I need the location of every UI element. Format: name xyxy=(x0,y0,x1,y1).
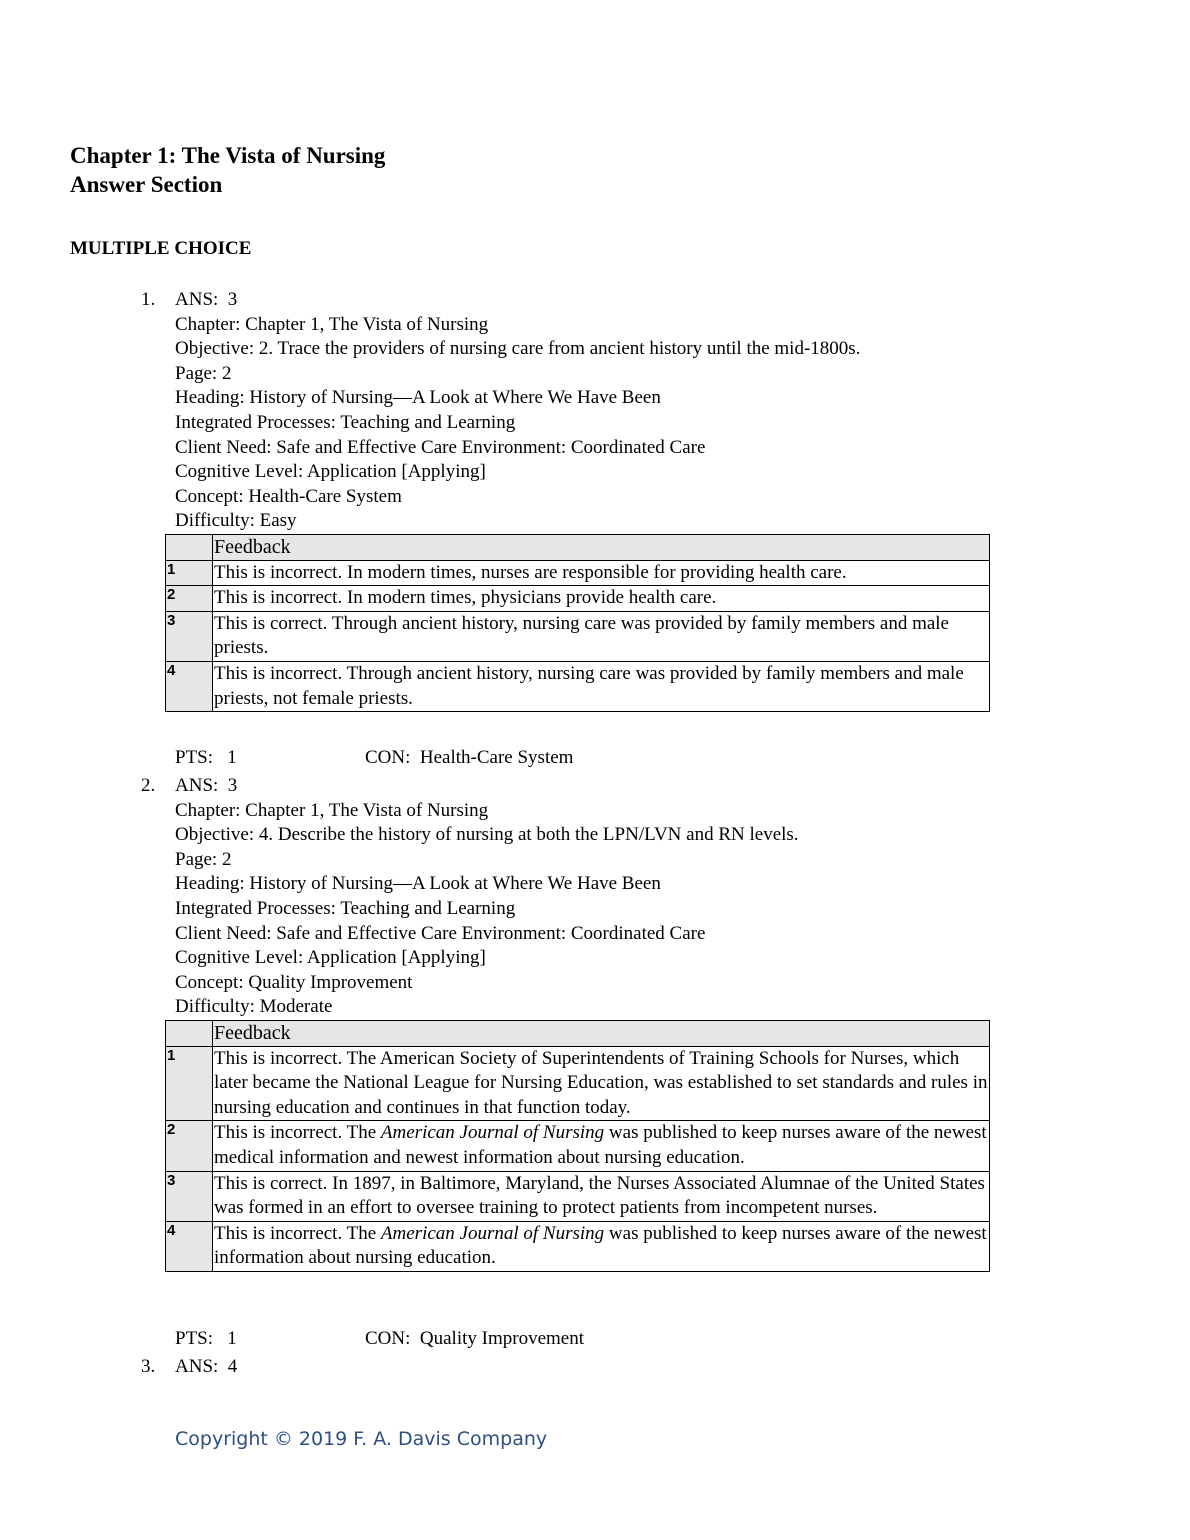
concept-line: Concept: Quality Improvement xyxy=(175,971,413,993)
option-index: 2 xyxy=(166,586,213,612)
con-label: CON: xyxy=(365,747,411,768)
chapter-line: Chapter: Chapter 1, The Vista of Nursing xyxy=(175,799,489,821)
table-row xyxy=(166,1221,990,1271)
pts-value: 1 xyxy=(227,1328,237,1349)
table-row xyxy=(166,1171,990,1221)
pts-line-2 xyxy=(175,1328,585,1350)
journal-title: American Journal of Nursing xyxy=(380,1122,605,1144)
con-block xyxy=(365,747,573,769)
page-line: Page: 2 xyxy=(175,848,232,870)
client-need-line: Client Need: Safe and Effective Care Environment: Coordinated Care xyxy=(175,922,706,944)
table-row xyxy=(166,1121,990,1171)
option-feedback: This is incorrect. Through ancient history, nursing care was provided by family members and male priests, not female priests. xyxy=(213,661,990,711)
feedback-header-row xyxy=(166,1021,990,1047)
client-need-line: Client Need: Safe and Effective Care Environment: Coordinated Care xyxy=(175,436,706,458)
option-feedback: This is correct. In 1897, in Baltimore, Maryland, the Nurses Associated Alumnae of the United States was formed in an effort to oversee training to protect patients from incompetent nurses. xyxy=(213,1171,990,1221)
ans-value: 3 xyxy=(227,289,238,310)
difficulty-line: Difficulty: Easy xyxy=(175,510,297,532)
question-meta xyxy=(175,1355,237,1380)
chapter-title: Chapter 1: The Vista of Nursing xyxy=(70,143,386,168)
processes-line: Integrated Processes: Teaching and Learning xyxy=(175,411,516,433)
question-meta xyxy=(175,774,799,1020)
question-number: 2. xyxy=(141,775,156,796)
pts-label: PTS: xyxy=(175,1328,214,1349)
feedback-header: Feedback xyxy=(213,535,990,561)
heading-line: Heading: History of Nursing—A Look at Where We Have Been xyxy=(175,873,661,895)
copyright-footer: Copyright © 2019 F. A. Davis Company xyxy=(175,1428,548,1450)
option-index: 3 xyxy=(166,1171,213,1221)
question-number: 3. xyxy=(141,1356,156,1377)
table-row xyxy=(166,661,990,711)
section-heading: MULTIPLE CHOICE xyxy=(70,238,252,259)
answer-line xyxy=(175,1355,237,1380)
option-index: 3 xyxy=(166,611,213,661)
option-index: 2 xyxy=(166,1121,213,1171)
page-line: Page: 2 xyxy=(175,362,232,384)
heading-line: Heading: History of Nursing—A Look at Where We Have Been xyxy=(175,387,661,409)
option-index: 1 xyxy=(166,560,213,586)
question-meta xyxy=(175,288,860,534)
option-index: 4 xyxy=(166,1221,213,1271)
chapter-line: Chapter: Chapter 1, The Vista of Nursing xyxy=(175,313,489,335)
option-feedback: This is incorrect. In modern times, nurses are responsible for providing health care. xyxy=(213,560,990,586)
ans-value: 3 xyxy=(227,775,238,796)
pts-value: 1 xyxy=(227,747,237,768)
answer-line xyxy=(175,288,860,313)
ans-label: ANS: xyxy=(175,1356,219,1377)
concept-line: Concept: Health-Care System xyxy=(175,485,402,507)
option-index: 4 xyxy=(166,661,213,711)
feedback-table-1 xyxy=(165,534,990,712)
option-feedback: This is incorrect. In modern times, physicians provide health care. xyxy=(213,586,990,612)
option-feedback: This is correct. Through ancient history, nursing care was provided by family members and male priests. xyxy=(213,611,990,661)
objective-line: Objective: 2. Trace the providers of nursing care from ancient history until the mid-1800s. xyxy=(175,338,861,360)
ans-value: 4 xyxy=(227,1356,238,1377)
feedback-header-row xyxy=(166,535,990,561)
processes-line: Integrated Processes: Teaching and Learning xyxy=(175,897,516,919)
option-index: 1 xyxy=(166,1046,213,1121)
answer-line xyxy=(175,774,799,799)
table-row xyxy=(166,560,990,586)
cognitive-line: Cognitive Level: Application [Applying] xyxy=(175,947,486,969)
feedback-table-2 xyxy=(165,1020,990,1272)
ans-label: ANS: xyxy=(175,775,219,796)
con-block xyxy=(365,1328,584,1350)
con-value: Health-Care System xyxy=(419,747,574,768)
answer-section-title: Answer Section xyxy=(70,172,223,197)
pts-line-1 xyxy=(175,747,574,769)
cognitive-line: Cognitive Level: Application [Applying] xyxy=(175,461,486,483)
difficulty-line: Difficulty: Moderate xyxy=(175,996,333,1018)
con-label: CON: xyxy=(365,1328,411,1349)
option-feedback: This is incorrect. The American Society of Superintendents of Training Schools for Nurses, which later became the National League for Nursing Education, was established to set standards and rules in nursing education and continues in that function today. xyxy=(213,1046,990,1121)
table-row xyxy=(166,586,990,612)
table-row xyxy=(166,611,990,661)
ans-label: ANS: xyxy=(175,289,219,310)
objective-line: Objective: 4. Describe the history of nursing at both the LPN/LVN and RN levels. xyxy=(175,824,799,846)
table-row xyxy=(166,1046,990,1121)
option-feedback: This is incorrect. The American Journal of Nursing was published to keep nurses aware of the newest information about nursing education. xyxy=(213,1221,990,1271)
journal-title: American Journal of Nursing xyxy=(380,1222,605,1244)
feedback-header: Feedback xyxy=(213,1021,990,1047)
option-feedback: This is incorrect. The American Journal of Nursing was published to keep nurses aware of the newest medical information and newest information about nursing education. xyxy=(213,1121,990,1171)
question-number: 1. xyxy=(141,289,156,310)
pts-label: PTS: xyxy=(175,747,214,768)
con-value: Quality Improvement xyxy=(419,1328,585,1349)
